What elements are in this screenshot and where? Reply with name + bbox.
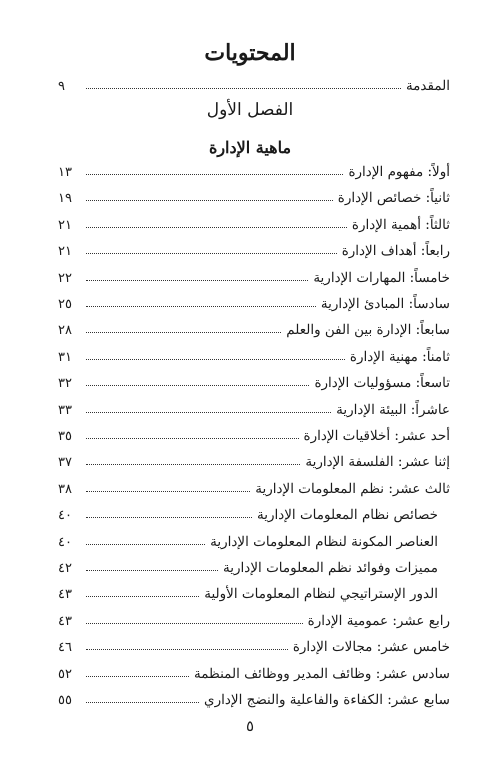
- dot-leader: [86, 702, 199, 703]
- toc-row: [58, 607, 450, 629]
- toc-entry-label: ثامناً: مهنية الإدارة: [349, 348, 450, 365]
- toc-entry-page: ٤٣: [58, 613, 72, 629]
- toc-row: [58, 211, 450, 233]
- dot-leader: [86, 227, 347, 228]
- toc-row: [58, 554, 450, 576]
- toc-row: [58, 264, 450, 286]
- toc-entry-label: تاسعاً: مسؤوليات الإدارة: [314, 375, 450, 392]
- dot-leader: [86, 676, 189, 677]
- toc-entry-page: ٢١: [58, 217, 72, 233]
- toc-entry-label: العناصر المكونة لنظام المعلومات الإدارية: [210, 533, 438, 550]
- toc-entry-label: عاشراً: البيئة الإدارية: [336, 401, 450, 418]
- dot-leader: [86, 200, 333, 201]
- toc-row: [58, 290, 450, 312]
- toc-row: [58, 580, 450, 602]
- toc-row: [58, 237, 450, 259]
- toc-row: [58, 475, 450, 497]
- toc-entry-page: ٤٠: [58, 534, 72, 550]
- toc-entry-page: ٢٢: [58, 270, 72, 286]
- dot-leader: [86, 570, 218, 571]
- page-number: ٥: [245, 717, 255, 735]
- toc-entry-label: أولاً: مفهوم الإدارة: [348, 164, 450, 180]
- toc-row: [58, 184, 450, 206]
- toc-row: [58, 660, 450, 682]
- dot-leader: [86, 280, 308, 281]
- dot-leader: [86, 517, 252, 518]
- toc-row: [58, 448, 450, 470]
- toc-row-intro: [58, 72, 450, 94]
- dot-leader: [86, 438, 299, 439]
- toc-row: [58, 528, 450, 550]
- toc-entry-label: سابعاً: الإدارة بين الفن والعلم: [286, 322, 450, 339]
- toc-entry-label: خامس عشر: مجالات الإدارة: [292, 639, 450, 656]
- toc-entry-page: ٣١: [58, 349, 72, 365]
- toc-entry-label: ثالث عشر: نظم المعلومات الإدارية: [255, 480, 450, 497]
- toc-row: [58, 633, 450, 655]
- toc-entry-page: ٥٢: [58, 666, 72, 682]
- toc-entry-page: ٢٨: [58, 323, 72, 339]
- toc-entry-page: ٤٦: [58, 640, 72, 656]
- dot-leader: [86, 464, 300, 465]
- dot-leader: [86, 623, 303, 624]
- toc-row: [58, 422, 450, 444]
- toc-entry-page: ٣٥: [58, 429, 72, 444]
- toc-entry-page: ٤٢: [58, 561, 72, 576]
- toc-row: [58, 316, 450, 338]
- dot-leader: [86, 491, 250, 492]
- dot-leader: [86, 649, 288, 650]
- toc-entry-label: إثنا عشر: الفلسفة الإدارية: [305, 454, 450, 471]
- toc-entry-label: سادساً: المبادئ الإدارية: [320, 296, 450, 312]
- toc-row: [58, 686, 450, 708]
- toc-entry-label: سادس عشر: وظائف المدير ووظائف المنظمة: [193, 665, 450, 682]
- toc-entry-page: ٣٧: [58, 455, 72, 471]
- dot-leader: [86, 88, 401, 89]
- toc-entry-label: رابع عشر: عمومية الإدارة: [307, 612, 450, 629]
- toc-entry-page: ١٩: [58, 191, 72, 207]
- toc-entry-page: ٢١: [58, 244, 72, 260]
- chapter-subheading: ماهية الإدارة: [208, 138, 292, 157]
- toc-entry-label: خامساً: المهارات الإدارية: [313, 269, 450, 286]
- toc-row: [58, 501, 450, 523]
- toc-row: [58, 343, 450, 365]
- toc-entry-page: ٣٨: [58, 481, 72, 497]
- dot-leader: [86, 332, 281, 333]
- toc-row: [58, 158, 450, 180]
- toc-entry-page: ٣٣: [58, 402, 72, 418]
- toc-row: [58, 396, 450, 418]
- toc-entry-page: ٣٢: [58, 376, 72, 392]
- toc-entry-page: ١٣: [58, 165, 72, 180]
- toc-entry-label: ثالثاً: أهمية الإدارة: [351, 216, 450, 233]
- dot-leader: [86, 306, 316, 307]
- toc-entry-page: ٩: [58, 79, 65, 94]
- toc-entry-label: المقدمة: [405, 78, 450, 94]
- toc-entry-label: سابع عشر: الكفاءة والفاعلية والنضج الإداري: [204, 692, 450, 708]
- dot-leader: [86, 174, 343, 175]
- dot-leader: [86, 385, 309, 386]
- toc-entry-label: رابعاً: أهداف الإدارة: [341, 243, 450, 260]
- toc-entry-label: ثانياً: خصائص الإدارة: [337, 190, 450, 207]
- toc-entry-label: أحد عشر: أخلاقيات الإدارة: [303, 428, 450, 444]
- chapter-heading: الفصل الأول: [206, 100, 294, 120]
- toc-entry-label: الدور الإستراتيجي لنظام المعلومات الأولية: [204, 586, 438, 603]
- toc-entry-page: ٥٥: [58, 693, 72, 708]
- page-title: المحتويات: [204, 40, 296, 66]
- dot-leader: [86, 544, 205, 545]
- toc-entry-label: خصائص نظام المعلومات الإدارية: [256, 507, 438, 524]
- dot-leader: [86, 253, 337, 254]
- toc-entry-page: ٢٥: [58, 297, 72, 312]
- toc-entry-label: مميزات وفوائد نظم المعلومات الإدارية: [223, 560, 438, 576]
- dot-leader: [86, 412, 331, 413]
- toc-entry-page: ٤٣: [58, 587, 72, 603]
- dot-leader: [86, 596, 199, 597]
- toc-entry-page: ٤٠: [58, 508, 72, 524]
- dot-leader: [86, 359, 345, 360]
- toc-row: [58, 369, 450, 391]
